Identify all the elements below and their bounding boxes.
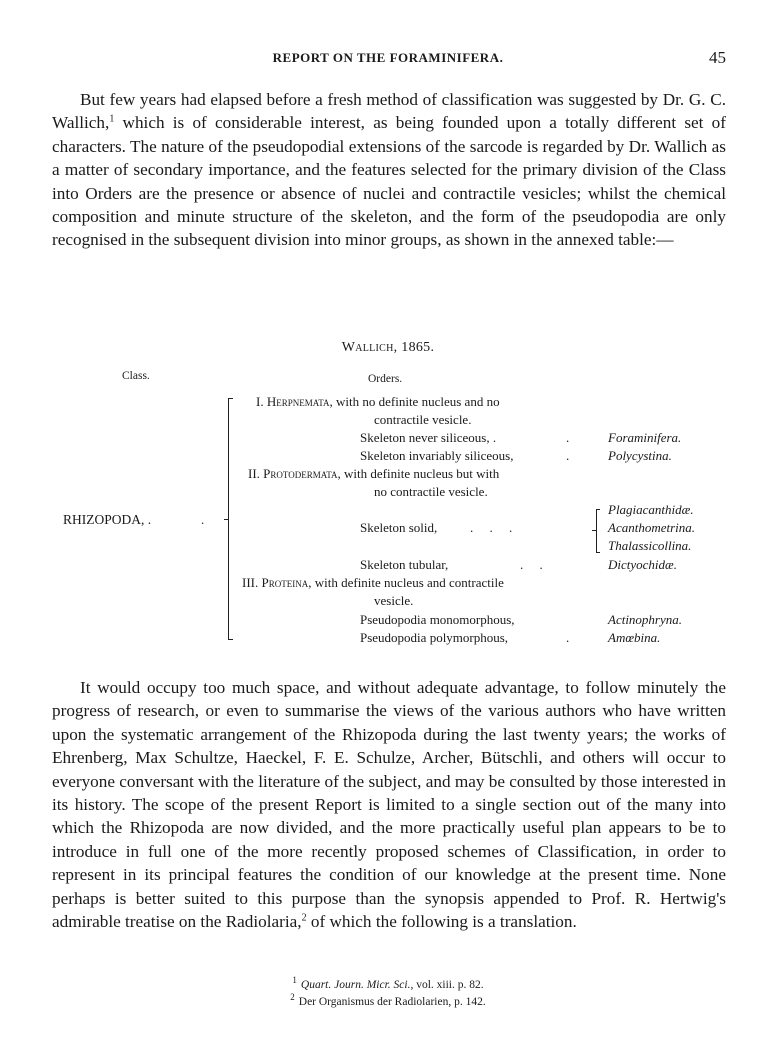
footnote-1 — [0, 975, 776, 991]
row-1-group: Foraminifera. — [608, 430, 682, 445]
order-2-row — [248, 466, 499, 482]
row-1-dot: . — [566, 430, 570, 445]
order-2-name: Protodermata, — [263, 466, 341, 481]
row-5-label: Pseudopodia monomorphous, — [360, 612, 515, 627]
row-5-group: Actinophryna. — [608, 612, 683, 627]
order-1-row — [256, 394, 500, 410]
class-brace-top — [228, 398, 233, 399]
footnote-1-rest: vol. xiii. p. 82. — [413, 978, 484, 991]
row-2-label: Skeleton invariably siliceous, — [360, 448, 514, 463]
row-4-dots: . . — [520, 557, 543, 572]
row-2-group: Polycystina. — [608, 448, 672, 463]
para2-text-a: It would occupy too much space, and without adequate advantage, to follow minutely the progress of research, or even to summarise the views of the various authors who have written upon the systematic arrangement of the Rhizopoda during the last twenty years; the works of Ehrenberg, Max Schultze, Haeckel, F. E. Schulze, Archer, Bütschli, and others will occur to everyone conversant with the literature of the subject, and may be consulted by those interested in its history. The scope of the present Report is limited to a single section out of the many into which the Rhizopoda are now divided, and the more practically useful plan appears to be to introduce in full one of the more recently proposed schemes of Classification, in order to represent in its principal features the condition of our knowledge at the present time. None perhaps is better suited to this purpose than the synopsis appended to Prof. R. Hertwig's admirable treatise on the Radiolaria, — [52, 678, 726, 932]
order-1-desc-cont: contractile vesicle. — [374, 412, 472, 427]
para2-text-b: of which the following is a translation. — [306, 912, 577, 932]
paragraph-wallich-intro — [52, 88, 726, 252]
order-3-numeral: III. — [242, 575, 259, 590]
footnote-ref-2[interactable]: 2 — [301, 912, 307, 924]
class-leader-dot: . — [201, 512, 205, 527]
orders-column-header: Orders. — [368, 373, 403, 385]
para1-text-a: But few years had elapsed before a fresh method of classification was suggested by Dr. G. C. Wallich, — [52, 90, 726, 133]
group-brace — [596, 509, 597, 553]
order-1-numeral: I. — [256, 394, 264, 409]
row-3-dots: . . . — [470, 520, 513, 535]
row-6-group: Amœbina. — [608, 630, 661, 645]
table-title: Wallich, 1865. — [341, 340, 435, 355]
row-1-label: Skeleton never siliceous, . — [360, 430, 497, 445]
row-3-group-2: Acanthometrina. — [608, 520, 696, 535]
footnote-1-title: Quart. Journ. Micr. Sci., — [300, 978, 414, 991]
row-3-group-1: Plagiacanthidæ. — [608, 502, 694, 517]
order-1-name: Herpnemata, — [266, 394, 333, 409]
order-2-desc: with definite nucleus but with — [344, 466, 500, 481]
row-6-label: Pseudopodia polymorphous, — [360, 630, 509, 645]
order-3-row — [242, 575, 504, 591]
page-header — [0, 48, 776, 70]
para1-text-b: which is of considerable interest, as being founded upon a totally different set of characters. The nature of the pseudopodial extensions of the sarcode is regarded by Dr. Wallich as a matter of secondary importance, and the features selected for the primary division of the Class into Orders are the presence or absence of nuclei and contractile vesicles; whilst the chemical composition and minute structure of the skeleton, and the form of the pseudopodia are only recognised in the subsequent division into minor groups, as shown in the annexed table:— — [52, 113, 726, 250]
group-brace-bottom — [596, 552, 600, 553]
footnote-2 — [0, 992, 776, 1008]
row-2-dot: . — [566, 448, 570, 463]
footnote-2-number: 2 — [290, 992, 295, 1002]
page-number: 45 — [709, 48, 726, 67]
group-brace-point — [592, 530, 596, 531]
row-4-group: Dictyochidæ. — [608, 557, 677, 572]
row-6-dot: . — [566, 630, 570, 645]
class-name: RHIZOPODA, . — [63, 512, 152, 527]
class-column-header: Class. — [122, 370, 150, 382]
order-2-numeral: II. — [248, 466, 260, 481]
class-brace-point — [224, 519, 229, 520]
order-3-desc: with definite nucleus and contractile — [314, 575, 504, 590]
running-title: REPORT ON THE FORAMINIFERA. — [272, 50, 504, 65]
footnote-2-text: Der Organismus der Radiolarien, p. 142. — [298, 995, 486, 1008]
order-2-desc-cont: no contractile vesicle. — [374, 484, 488, 499]
paragraph-classification-scope — [52, 676, 726, 933]
row-4-label: Skeleton tubular, — [360, 557, 449, 572]
group-brace-top — [596, 509, 600, 510]
row-3-label: Skeleton solid, — [360, 520, 438, 535]
class-brace-bottom — [228, 639, 233, 640]
order-3-name: Proteina, — [261, 575, 312, 590]
row-3-group-3: Thalassicollina. — [608, 538, 692, 553]
order-3-desc-cont: vesicle. — [374, 593, 414, 608]
footnote-ref-1[interactable]: 1 — [109, 113, 115, 125]
footnote-1-number: 1 — [292, 975, 297, 985]
order-1-desc: with no definite nucleus and no — [336, 394, 500, 409]
